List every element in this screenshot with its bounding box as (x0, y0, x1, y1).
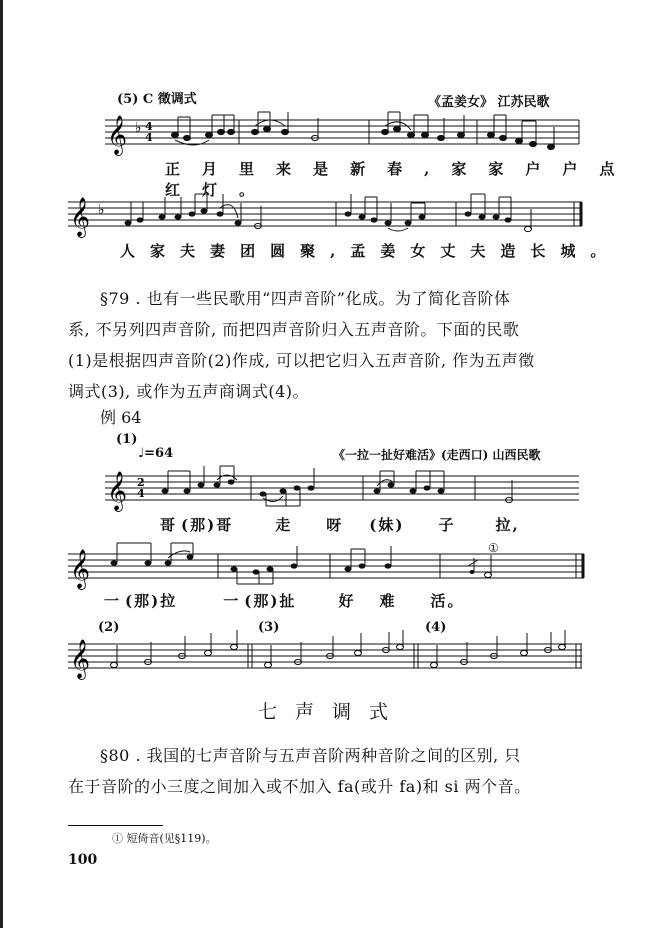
example-64-title: 例 64 (100, 408, 142, 427)
lyrics-example-64-line-2: 一 (那)拉 一 (那)扯 好 难 活。 (104, 592, 465, 610)
example-5-label: (5) C 徵调式 (117, 92, 197, 107)
footnote-rule (68, 825, 163, 826)
section-80-paragraph (68, 740, 588, 802)
scale-label-2: (2) (98, 620, 120, 635)
footnote-text: ① 短倚音(见§119)。 (112, 832, 217, 845)
section-79-line-4: 调式(3), 或作为五声商调式(4)。 (68, 382, 310, 401)
staff-example-5-line-2 (68, 188, 588, 240)
staff-example-64-line-1 (105, 462, 585, 514)
scale-label-3: (3) (258, 620, 280, 635)
svg-text:4: 4 (137, 487, 145, 500)
svg-text:♭: ♭ (135, 120, 142, 136)
svg-text:♭: ♭ (98, 202, 105, 218)
svg-text:𝄞: 𝄞 (107, 471, 128, 511)
example-64-source: 《一拉一扯好难活》(走西口) 山西民歌 (333, 448, 541, 462)
example-5-source: 《孟姜女》 江苏民歌 (428, 95, 550, 110)
svg-text:𝄞: 𝄞 (70, 549, 91, 589)
section-79-paragraph (68, 283, 588, 407)
svg-text:2: 2 (137, 476, 145, 489)
scale-label-4: (4) (425, 620, 447, 635)
staff-scales (68, 630, 588, 680)
section-80-line-1: §80 . 我国的七声音阶与五声音阶两种音阶之间的区别, 只 (100, 746, 521, 765)
footnote-marker: ① (488, 541, 499, 555)
section-79-line-1: §79 . 也有一些民歌用“四声音阶”化成。为了简化音阶体 (100, 289, 511, 308)
section-80-line-2: 在于音阶的小三度之间加入或不加入 fa(或升 fa)和 si 两个音。 (68, 777, 531, 796)
svg-text:4: 4 (145, 131, 153, 144)
lyrics-example-5-line-1: 正月里来是新春,家家户户点红灯。 (165, 160, 637, 199)
section-heading: 七声调式 (258, 701, 407, 723)
example-64-label: (1) (116, 432, 138, 447)
page-binder-edge (0, 0, 3, 928)
page-number: 100 (68, 852, 98, 868)
staff-example-5-line-1 (105, 106, 585, 158)
tempo-marking: ♩=64 (138, 446, 174, 461)
section-79-line-3: (1)是根据四声音阶(2)作成, 可以把它归入五声音阶, 作为五声徵 (68, 351, 535, 370)
svg-text:4: 4 (145, 120, 153, 133)
lyrics-example-64-line-1: 哥 (那)哥 走 呀 (妹) 子 拉, (160, 516, 520, 534)
lyrics-example-5-line-2: 人家夫妻团圆聚,孟姜女丈夫造长城。 (120, 242, 621, 260)
svg-text:𝄞: 𝄞 (70, 639, 91, 679)
svg-text:𝄞: 𝄞 (70, 197, 91, 237)
staff-example-64-line-2 (68, 540, 588, 592)
section-79-line-2: 系, 不另列四声音阶, 而把四声音阶归入五声音阶。下面的民歌 (68, 320, 520, 339)
svg-text:𝄞: 𝄞 (107, 115, 128, 155)
